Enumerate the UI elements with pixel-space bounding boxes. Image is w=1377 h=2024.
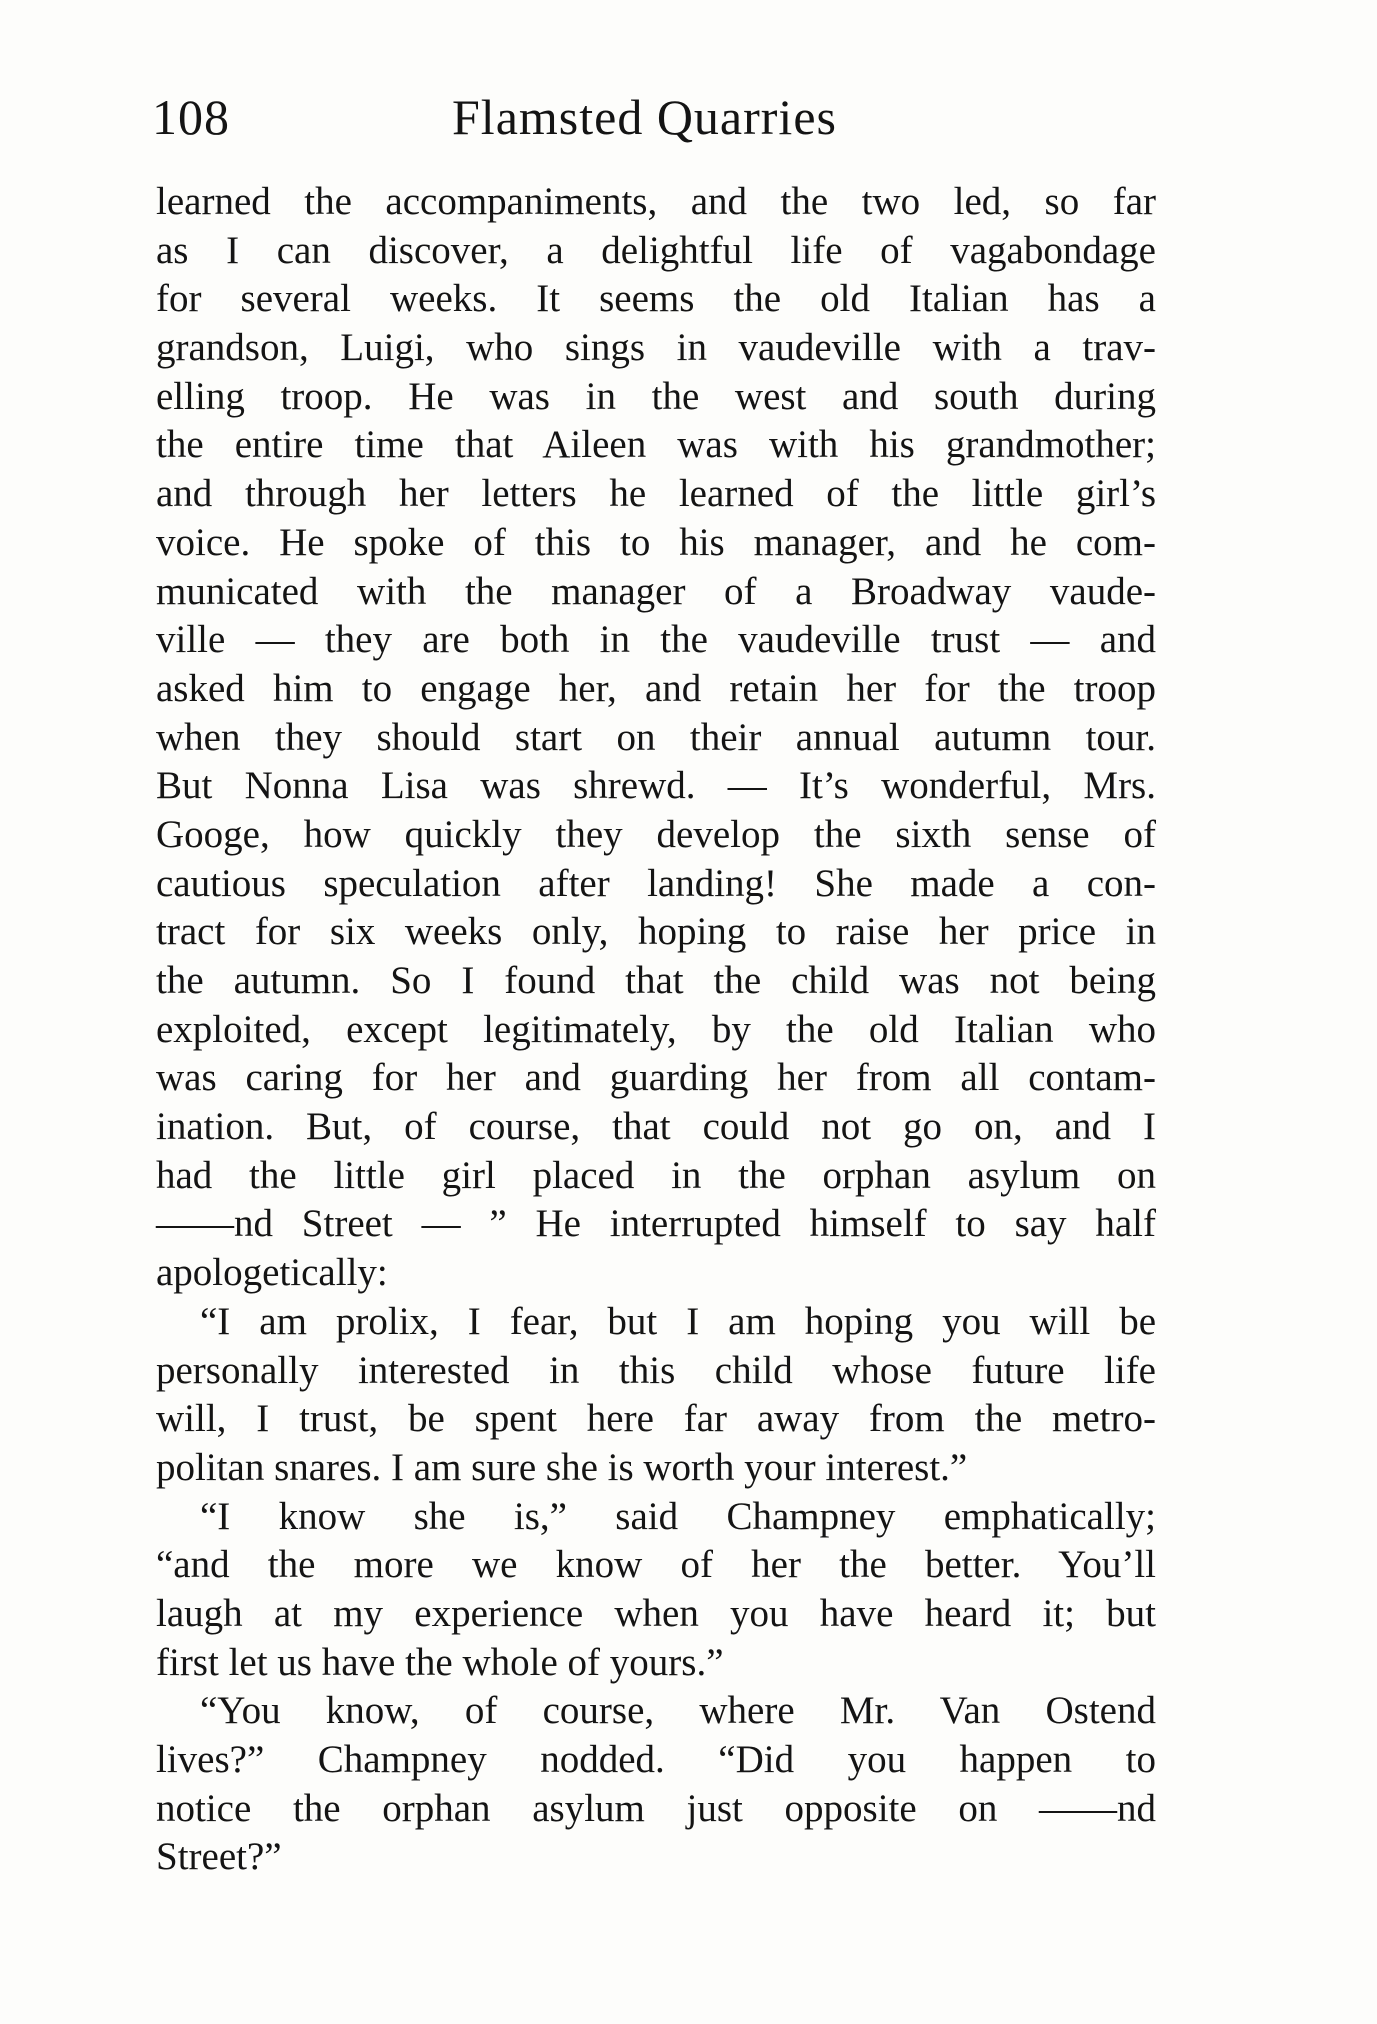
page-header — [152, 88, 1152, 158]
text-line: ville — they are both in the vaudeville trust — and — [156, 618, 1156, 662]
text-line: ination. But, of course, that could not go on, and I — [156, 1105, 1156, 1149]
text-line: But Nonna Lisa was shrewd. — It’s wonderful, Mrs. — [156, 764, 1156, 808]
text-line: voice. He spoke of this to his manager, and he com- — [156, 520, 1156, 564]
text-line: the entire time that Aileen was with his grandmother; — [156, 423, 1156, 467]
text-line: politan snares. I am sure she is worth your interest.” — [156, 1445, 968, 1489]
text-line: tract for six weeks only, hoping to raise her price in — [156, 910, 1156, 954]
text-line: learned the accompaniments, and the two led, so far — [156, 180, 1156, 223]
text-line: asked him to engage her, and retain her for the troop — [156, 666, 1156, 710]
text-line: as I can discover, a delightful life of vagabondage — [156, 228, 1156, 272]
text-line: laugh at my experience when you have heard it; but — [156, 1591, 1156, 1635]
text-line: “and the more we know of her the better. You’ll — [156, 1543, 1156, 1587]
text-line: and through her letters he learned of the little girl’s — [156, 472, 1156, 516]
text-line: “I know she is,” said Champney emphatically; — [200, 1494, 1156, 1538]
text-line: Googe, how quickly they develop the sixth sense of — [156, 812, 1156, 856]
text-line: had the little girl placed in the orphan asylum on — [156, 1153, 1156, 1197]
text-line: exploited, except legitimately, by the old Italian who — [156, 1007, 1156, 1051]
text-line: was caring for her and guarding her from all contam- — [156, 1056, 1156, 1100]
text-line: ——nd Street — ” He interrupted himself to say half — [156, 1202, 1156, 1246]
text-line: when they should start on their annual autumn tour. — [156, 715, 1156, 759]
text-line: elling troop. He was in the west and south during — [156, 374, 1156, 418]
running-head-title: Flamsted Quarries — [452, 89, 837, 145]
text-line: Street?” — [156, 1835, 282, 1879]
text-line: lives?” Champney nodded. “Did you happen to — [156, 1738, 1156, 1781]
text-line: grandson, Luigi, who sings in vaudeville with a trav- — [156, 326, 1156, 370]
text-line: for several weeks. It seems the old Italian has a — [156, 277, 1156, 321]
text-line: cautious speculation after landing! She made a con- — [156, 861, 1156, 905]
text-line: municated with the manager of a Broadway vaude- — [156, 569, 1156, 613]
text-line: personally interested in this child whose future life — [156, 1348, 1156, 1392]
text-line: the autumn. So I found that the child was not being — [156, 959, 1156, 1002]
text-line: first let us have the whole of yours.” — [156, 1640, 724, 1684]
page-number: 108 — [152, 89, 230, 145]
text-line: will, I trust, be spent here far away from the metro- — [156, 1397, 1156, 1441]
body-text — [156, 178, 1156, 1882]
text-line: “I am prolix, I fear, but I am hoping you will be — [200, 1299, 1156, 1343]
text-line: “You know, of course, where Mr. Van Ostend — [200, 1689, 1156, 1733]
text-line: notice the orphan asylum just opposite on ——nd — [156, 1786, 1156, 1830]
text-line: apologetically: — [156, 1251, 388, 1295]
